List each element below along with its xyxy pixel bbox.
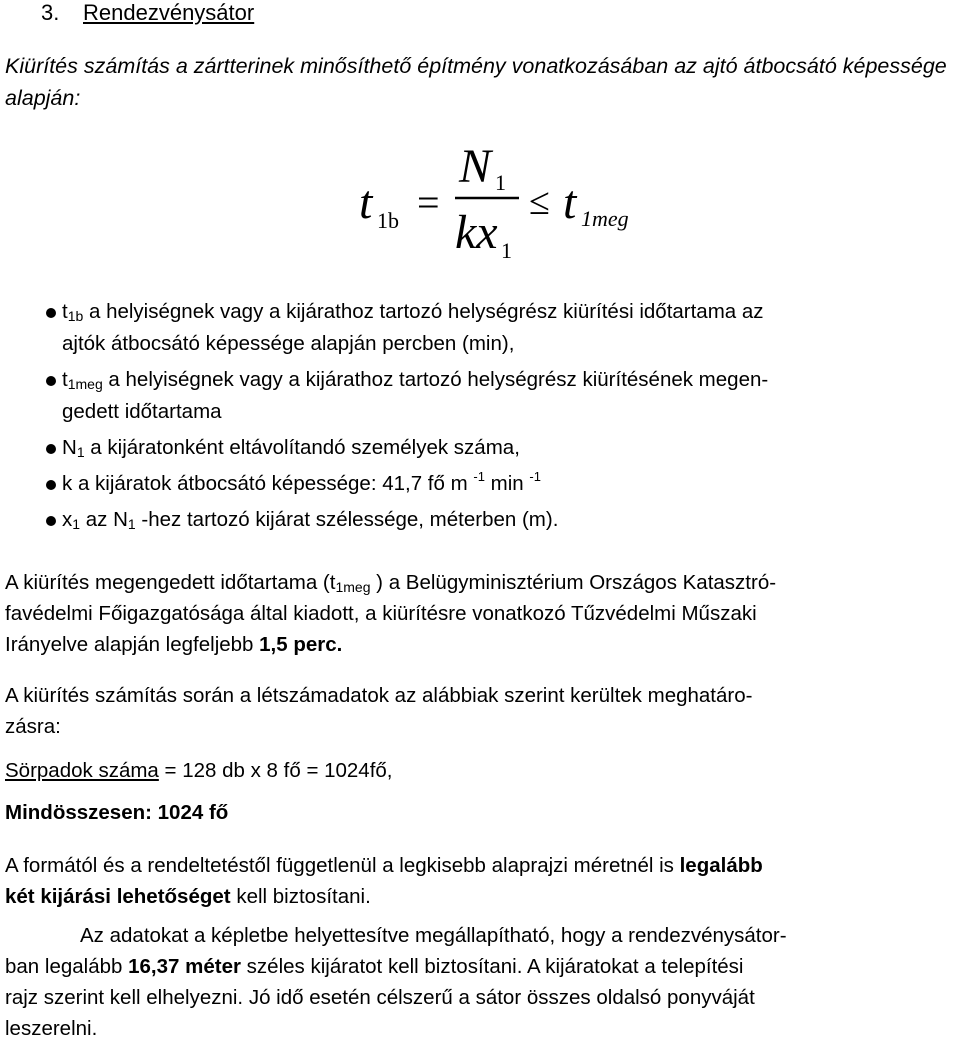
paragraph-exits-requirement: A formától és a rendeltetéstől függetlenül a legkisebb alaprajzi méretnél is legalább két kijárási lehetőséget kell biztosítani. <box>5 854 763 908</box>
formula-graphic <box>355 140 645 270</box>
bullet-dot-icon <box>46 376 56 386</box>
formula-numerator-sub: 1 <box>495 170 506 195</box>
list-item: $t_{1meg}$ a helyiségnek vagy a kijárathoz tartozó helységrész kiürítésének megen- gedett időtartama <box>5 364 955 428</box>
bullet-dot-icon <box>46 516 56 526</box>
formula-equals: = <box>417 180 440 225</box>
list-item: $x_1$ az $N_1$ -hez tartozó kijárat szélessége, méterben (m). <box>5 504 955 536</box>
total-line: Mindösszesen: 1024 fő <box>5 801 229 824</box>
paragraph-headcount-intro: A kiürítés számítás során a létszámadatok az alábbiak szerint kerültek meghatáro- zásra: <box>5 684 753 738</box>
section-title: Rendezvénysátor <box>83 0 255 25</box>
formula-rhs: t <box>563 176 577 229</box>
list-item: $t_{1b}$ a helyiségnek vagy a kijárathoz tartozó helységrész kiürítési időtartama az ajtók átbocsátó képessége alapján percben (min), <box>5 296 955 360</box>
list-item: k a kijáratok átbocsátó képessége: 41,7 fő m $^{-1}$ min $^{-1}$ <box>5 468 955 500</box>
formula-lhs: t <box>359 176 373 229</box>
section-number: 3. <box>41 0 60 25</box>
bullet-dot-icon <box>46 444 56 454</box>
exit-width-value: 16,37 méter <box>128 955 241 978</box>
paragraph-conclusion: Az adatokat a képletbe helyettesítve megállapítható, hogy a rendezvénysátor- ban legalább 16,37 méter széles kijáratot kell biztosítani. A kijáratokat a telepítési rajz szerint kell elhelyezni. Jó idő esetén célszerű a sátor összes oldalsó ponyváját leszerelni. <box>5 924 787 1040</box>
formula-denominator: kx <box>455 206 498 259</box>
formula-denominator-sub: 1 <box>501 238 512 263</box>
section-subtitle: Kiürítés számítás a zártterinek minősíthető építmény vonatkozásában az ajtó átbocsátó képessége alapján: <box>5 54 947 110</box>
max-time-value: 1,5 perc. <box>259 633 343 656</box>
variable-list <box>5 296 955 540</box>
list-item: $N_1$ a kijáratonként eltávolítandó személyek száma, <box>5 432 955 464</box>
bullet-dot-icon <box>46 480 56 490</box>
formula-numerator: N <box>459 140 492 193</box>
bullet-dot-icon <box>46 308 56 318</box>
paragraph-evacuation-time: A kiürítés megengedett időtartama ($t_{1meg}$ ) a Belügyminisztérium Országos Katasztró- favédelmi Főigazgatósága által kiadott, a kiürítésre vonatkozó Tűzvédelmi Műszaki Irányelve alapján legfeljebb 1,5 perc. <box>5 571 777 656</box>
evacuation-formula <box>355 140 645 270</box>
formula-less-equal: ≤ <box>529 181 550 223</box>
section-heading <box>41 0 254 28</box>
calculation-label: Sörpadok száma <box>5 759 159 782</box>
calculation-line: Sörpadok száma = 128 db x 8 fő = 1024fő, <box>5 759 393 782</box>
formula-lhs-sub: 1b <box>377 208 399 233</box>
formula-rhs-sub: 1meg <box>581 206 629 231</box>
